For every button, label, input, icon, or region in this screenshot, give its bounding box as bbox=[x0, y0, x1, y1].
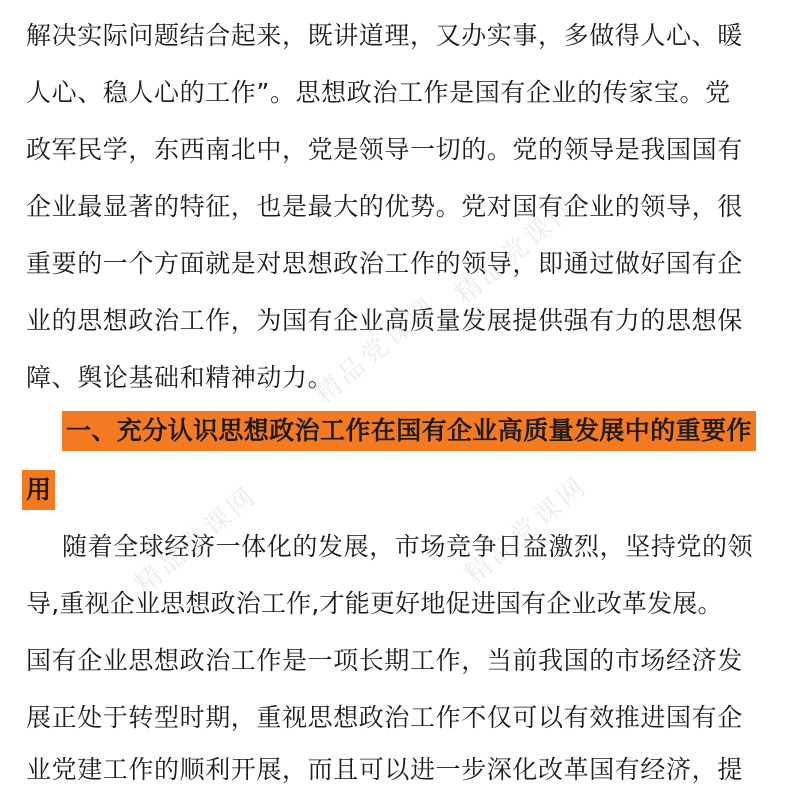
paragraph-line: 障、舆论基础和精神动力。 bbox=[26, 363, 334, 392]
watermark: 精品党课网 bbox=[309, 290, 444, 411]
paragraph-line: 业党建工作的顺利开展，而且可以进一步深化改革国有经济，提 bbox=[26, 755, 743, 784]
paragraph-line: 解决实际问题结合起来，既讲道理，又办实事，多做得人心、暖 bbox=[26, 21, 743, 50]
watermark: 精品党课网 bbox=[129, 480, 264, 601]
paragraph-line: 国有企业思想政治工作是一项长期工作，当前我国的市场经济发 bbox=[26, 646, 743, 675]
paragraph-line: 展正处于转型时期，重视思想政治工作不仅可以有效推进国有企 bbox=[26, 703, 743, 732]
paragraph-line: 政军民学，东西南北中，党是领导一切的。党的领导是我国国有 bbox=[26, 135, 743, 164]
paragraph-line: 人心、稳人心的工作”。思想政治工作是国有企业的传家宝。党 bbox=[26, 78, 731, 107]
watermark: 精品党课网 bbox=[459, 470, 594, 591]
section-heading: 一、充分认识思想政治工作在国有企业高质量发展中的重要作 bbox=[62, 411, 756, 451]
paragraph-line: 导,重视企业思想政治工作,才能更好地促进国有企业改革发展。 bbox=[26, 589, 723, 618]
paragraph-line: 业的思想政治工作，为国有企业高质量发展提供强有力的思想保 bbox=[26, 306, 743, 335]
paragraph-line: 随着全球经济一体化的发展，市场竞争日益激烈，坚持党的领 bbox=[62, 532, 754, 561]
section-heading-continuation: 用 bbox=[22, 470, 55, 510]
paragraph-line: 企业最显著的特征，也是最大的优势。党对国有企业的领导，很 bbox=[26, 192, 743, 221]
paragraph-line: 重要的一个方面就是对思想政治工作的领导，即通过做好国有企 bbox=[26, 249, 743, 278]
watermark: 精品党课网 bbox=[449, 190, 584, 311]
